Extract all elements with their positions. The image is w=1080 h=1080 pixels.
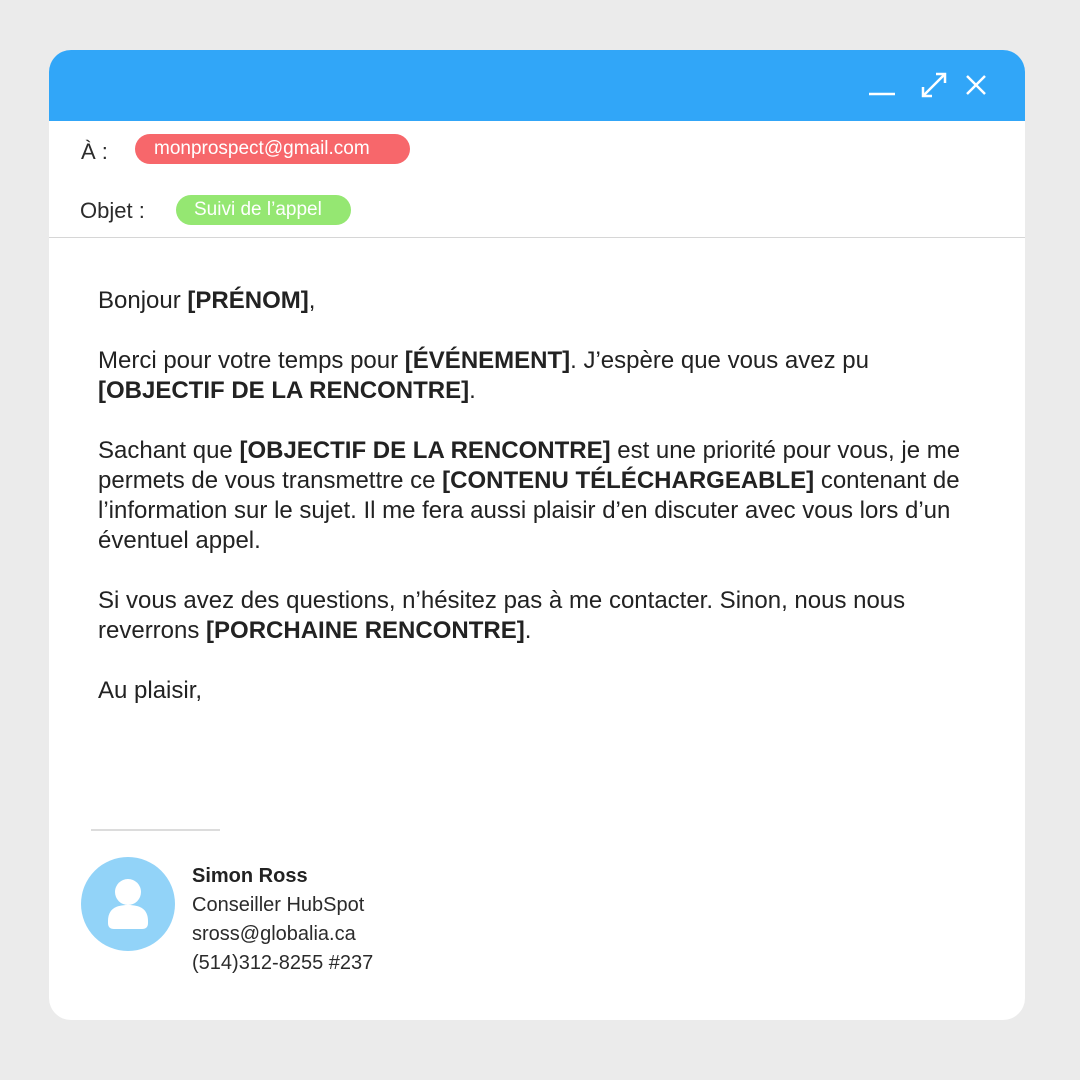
subject-chip[interactable]: Suivi de l’appel bbox=[176, 195, 351, 225]
window-titlebar bbox=[49, 50, 1025, 121]
paragraph-text: . bbox=[469, 377, 476, 404]
placeholder-meeting-objective: [OBJECTIF DE LA RENCONTRE] bbox=[239, 437, 611, 464]
email-body[interactable] bbox=[98, 286, 978, 736]
closing: Au plaisir, bbox=[98, 677, 203, 704]
placeholder-downloadable-content: [CONTENU TÉLÉCHARGEABLE] bbox=[442, 467, 815, 494]
paragraph-text: contenant de l’information sur le sujet. Il me fera aussi plaisir d’en discuter avec vous lors d’un éventuel appel. bbox=[98, 467, 960, 554]
recipient-chip[interactable]: monprospect@gmail.com bbox=[135, 134, 410, 164]
close-button[interactable] bbox=[961, 70, 991, 100]
avatar bbox=[81, 857, 175, 951]
user-icon bbox=[81, 857, 175, 951]
paragraph-questions bbox=[98, 586, 978, 646]
signature bbox=[192, 862, 373, 978]
expand-icon bbox=[919, 70, 949, 100]
greeting-punctuation: , bbox=[308, 287, 316, 314]
paragraph-thanks bbox=[98, 346, 978, 406]
signature-phone[interactable]: (514)312-8255 #237 bbox=[192, 952, 374, 974]
paragraph-text: . J’espère que vous avez pu bbox=[570, 347, 869, 374]
placeholder-first-name: [PRÉNOM] bbox=[187, 287, 309, 314]
signature-email[interactable]: sross@globalia.ca bbox=[192, 923, 356, 945]
signature-divider bbox=[91, 829, 220, 831]
minimize-icon bbox=[868, 70, 898, 100]
subject-label: Objet : bbox=[80, 198, 145, 223]
signature-title: Conseiller HubSpot bbox=[192, 894, 365, 916]
recipient-row bbox=[49, 121, 1025, 180]
placeholder-event: [ÉVÉNEMENT] bbox=[404, 347, 571, 374]
signature-name: Simon Ross bbox=[192, 865, 308, 887]
recipient-label: À : bbox=[81, 139, 108, 164]
paragraph-text: est une priorité pour vous, je me permets de vous transmettre ce bbox=[98, 437, 961, 494]
paragraph-content bbox=[98, 436, 978, 556]
paragraph-text: Merci pour votre temps pour bbox=[98, 347, 405, 374]
placeholder-next-meeting: [PORCHAINE RENCONTRE] bbox=[206, 617, 525, 644]
close-icon bbox=[961, 70, 991, 100]
minimize-button[interactable] bbox=[868, 70, 898, 100]
email-compose-window bbox=[49, 50, 1025, 1020]
paragraph-text: Si vous avez des questions, n’hésitez pas à me contacter. Sinon, nous nous reverrons bbox=[98, 587, 906, 644]
greeting-text: Bonjour bbox=[98, 287, 188, 314]
maximize-button[interactable] bbox=[919, 70, 949, 100]
subject-row bbox=[49, 179, 1025, 238]
placeholder-meeting-objective: [OBJECTIF DE LA RENCONTRE] bbox=[98, 377, 470, 404]
paragraph-text: . bbox=[524, 617, 532, 644]
greeting bbox=[98, 286, 978, 316]
paragraph-text: Sachant que bbox=[98, 437, 240, 464]
